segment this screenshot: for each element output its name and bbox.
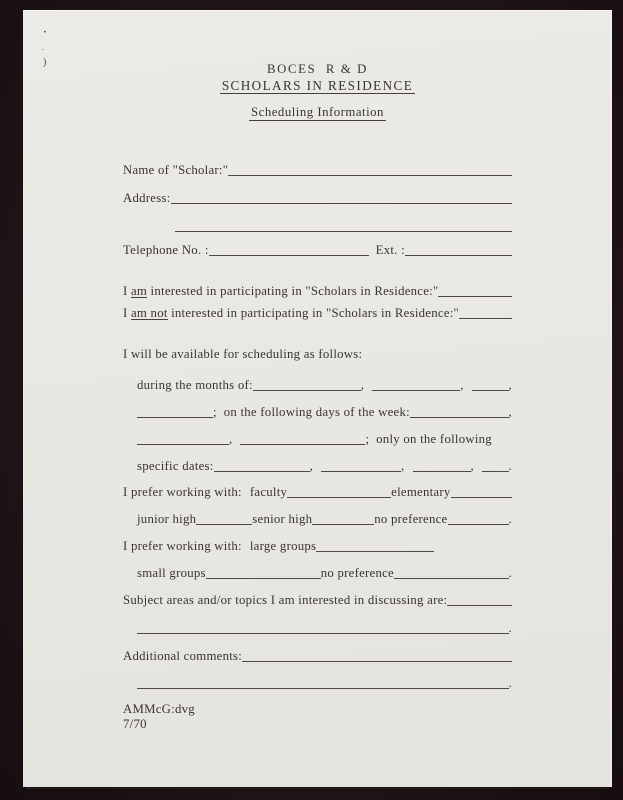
ext-label: Ext. : <box>375 243 405 257</box>
typist-initials: AMMcG:dvg <box>123 702 195 716</box>
comma-separator: , <box>470 459 474 473</box>
interested-blank <box>438 285 512 297</box>
form-subtitle <box>123 105 512 120</box>
only-blank-2 <box>240 433 365 445</box>
dates-blank-2 <box>321 460 401 472</box>
subject-blank-2 <box>137 622 509 634</box>
form-header <box>123 62 512 120</box>
months-blank-2 <box>372 379 460 391</box>
not-interested-blank <box>459 307 512 319</box>
small-groups-label: small groups <box>137 566 206 580</box>
dates-blank-1 <box>214 460 310 472</box>
comma-separator: , <box>360 378 365 392</box>
form-subtitle-text: Scheduling Information <box>251 105 384 119</box>
faculty-blank <box>287 486 391 498</box>
no-preference-blank-2 <box>394 567 509 579</box>
dates-label: specific dates: <box>137 459 214 473</box>
availability-intro: I will be available for scheduling as follows: <box>123 347 363 361</box>
comments-row <box>123 648 512 664</box>
small-groups-row <box>123 565 512 581</box>
comma-separator: , <box>460 378 464 392</box>
address-blank-2 <box>175 220 512 232</box>
telephone-blank <box>209 244 369 256</box>
address-row <box>123 190 512 206</box>
form-title <box>123 78 512 93</box>
days-blank-2 <box>410 406 509 418</box>
junior-high-blank <box>196 513 252 525</box>
period-mark: . <box>508 676 512 690</box>
form-footer <box>123 702 512 732</box>
availability-intro-row <box>123 347 512 363</box>
comma-separator: , <box>508 378 512 392</box>
not-interested-row <box>123 305 512 321</box>
interested-prefix: I <box>123 284 131 298</box>
pencil-mark-icon: ) <box>43 57 47 68</box>
small-groups-blank <box>206 567 321 579</box>
name-blank <box>228 164 512 176</box>
comments-blank-1 <box>242 650 512 662</box>
comments-cont-row <box>123 675 512 691</box>
no-preference-label-2: no preference <box>320 566 394 580</box>
subject-label: Subject areas and/or topics I am interested in discussing are: <box>123 593 448 607</box>
school-level-row <box>123 511 512 527</box>
address-row-2 <box>123 218 512 234</box>
elementary-blank <box>451 486 513 498</box>
prefer-groups-row <box>123 538 512 554</box>
large-groups-label: large groups <box>249 539 317 553</box>
large-groups-blank <box>316 540 434 552</box>
months-blank-1 <box>253 379 361 391</box>
junior-high-label: junior high <box>137 512 197 526</box>
comma-separator: , <box>508 405 512 419</box>
months-label: during the months of: <box>137 378 253 392</box>
dates-blank-4 <box>482 460 509 472</box>
subject-blank-1 <box>447 594 512 606</box>
period-mark: . <box>508 512 512 526</box>
address-label: Address: <box>123 191 171 205</box>
days-label: ; on the following days of the week: <box>213 405 410 419</box>
pencil-mark-icon: · <box>43 26 47 38</box>
comma-separator: , <box>309 459 314 473</box>
comma-separator: , <box>401 459 405 473</box>
prefer-label: I prefer working with: <box>123 485 242 499</box>
address-blank-1 <box>171 192 513 204</box>
interested-row <box>123 283 512 299</box>
comments-blank-2 <box>137 677 509 689</box>
months-row <box>123 377 512 393</box>
period-mark: . <box>508 621 512 635</box>
senior-high-blank <box>312 513 374 525</box>
pencil-mark-icon: · <box>41 44 45 56</box>
not-interested-am-not-underlined: am not <box>130 306 168 320</box>
document-page <box>23 10 612 787</box>
prefer-individuals-row <box>123 484 512 500</box>
period-mark: . <box>508 459 512 473</box>
telephone-row <box>123 242 512 258</box>
senior-high-label: senior high <box>252 512 313 526</box>
prefer-label-2: I prefer working with: <box>123 539 242 553</box>
form-date: 7/70 <box>123 717 147 731</box>
elementary-label: elementary <box>391 485 451 499</box>
faculty-label: faculty <box>249 485 288 499</box>
only-blank-1 <box>137 433 229 445</box>
dates-row <box>123 458 512 474</box>
subject-row <box>123 592 512 608</box>
name-row <box>123 162 512 178</box>
not-interested-prefix: I <box>123 306 131 320</box>
form-title-text: SCHOLARS IN RESIDENCE <box>221 78 414 93</box>
org-name: BOCES R & D <box>267 62 368 76</box>
months-blank-3 <box>472 379 509 391</box>
no-preference-label: no preference <box>374 512 448 526</box>
days-blank-1 <box>137 406 213 418</box>
ext-blank <box>405 244 512 256</box>
comma-separator: , <box>229 432 233 446</box>
not-interested-text: interested in participating in "Scholars in Residence:" <box>167 306 459 320</box>
only-row <box>123 431 512 447</box>
days-row <box>123 404 512 420</box>
interested-am-underlined: am <box>130 284 148 298</box>
no-preference-blank <box>448 513 509 525</box>
name-label: Name of "Scholar:" <box>123 163 229 177</box>
subject-cont-row <box>123 620 512 636</box>
only-label: ; only on the following <box>365 432 492 446</box>
telephone-label: Telephone No. : <box>123 243 209 257</box>
interested-text: interested in participating in "Scholars in Residence:" <box>147 284 439 298</box>
period-mark: . <box>508 566 512 580</box>
comments-label: Additional comments: <box>123 649 243 663</box>
dates-blank-3 <box>413 460 471 472</box>
